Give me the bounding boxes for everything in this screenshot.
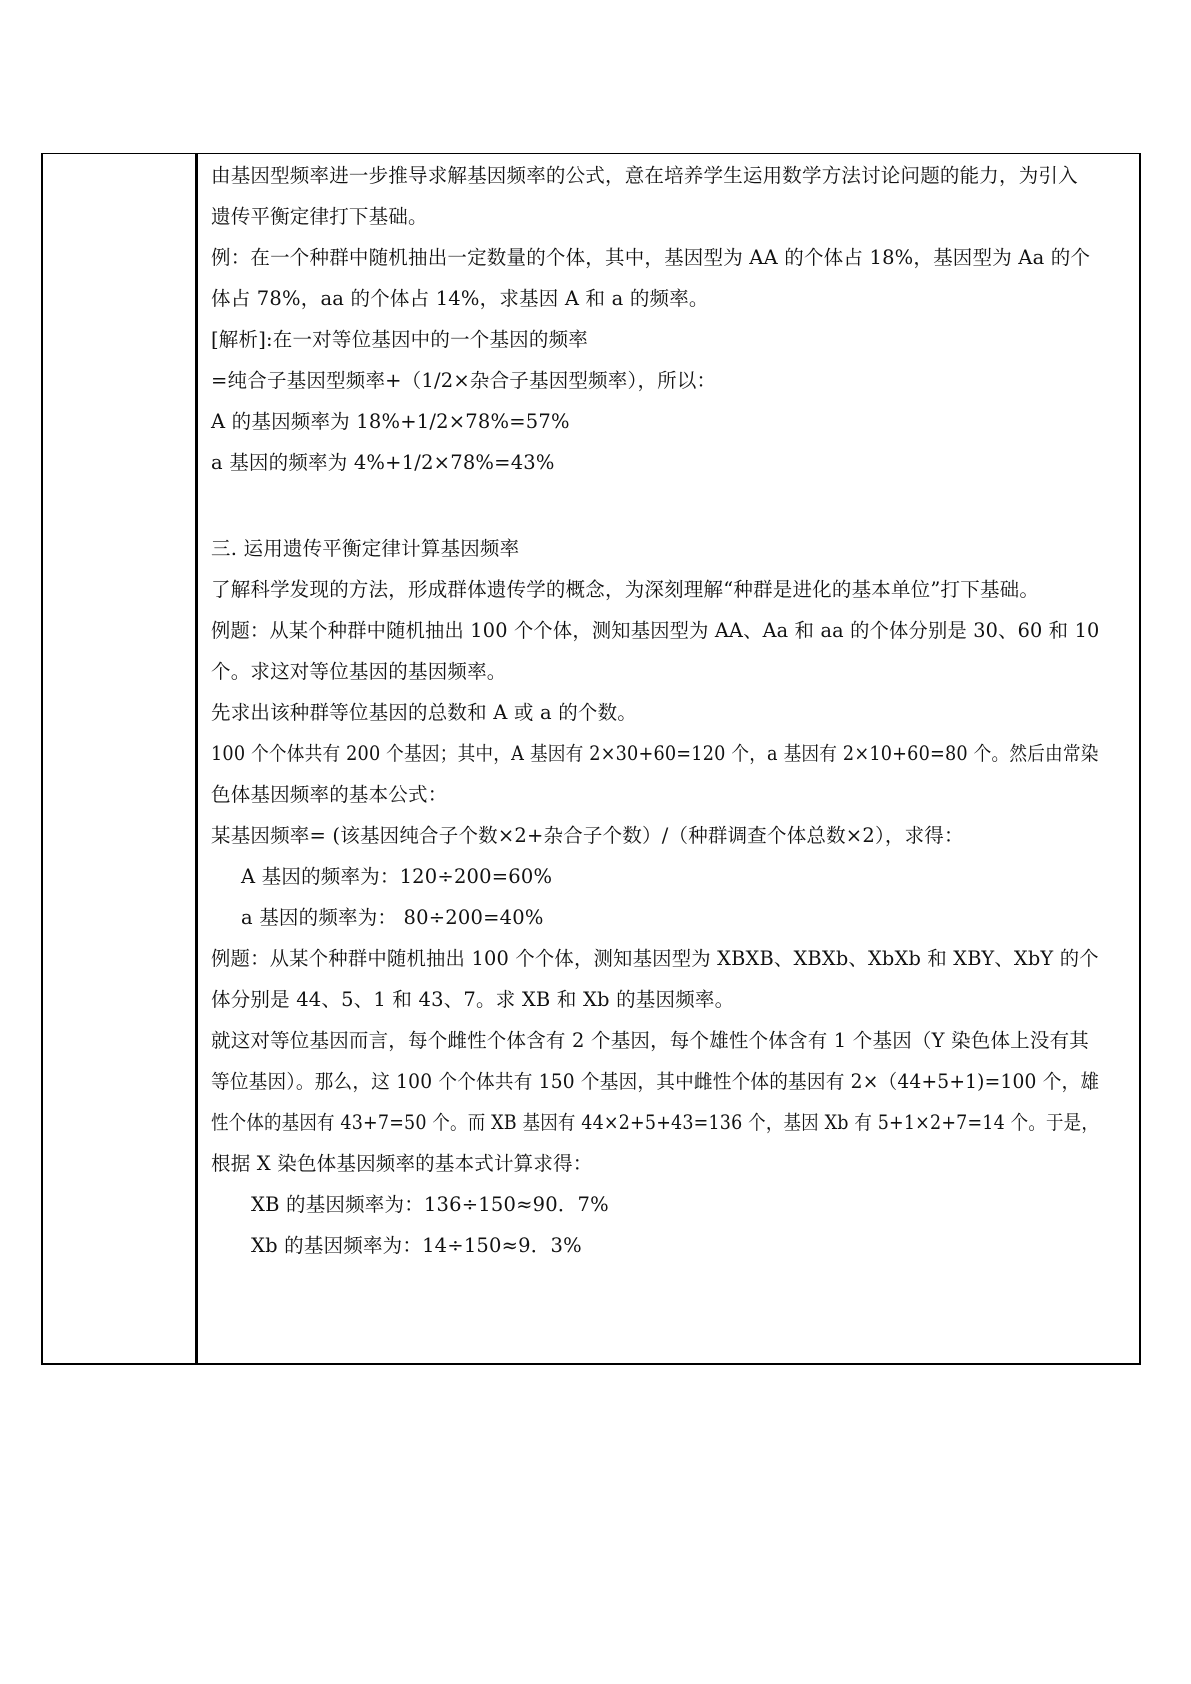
text-line: XB 的基因频率为：136÷150≈90．7% bbox=[251, 1193, 609, 1216]
text-line: 就这对等位基因而言，每个雌性个体含有 2 个基因，每个雄性个体含有 1 个基因（Y 染色体上没有其 bbox=[211, 1029, 1089, 1052]
text-line: 先求出该种群等位基因的总数和 A 或 a 的个数。 bbox=[211, 701, 638, 724]
text-line: 例：在一个种群中随机抽出一定数量的个体，其中，基因型为 AA 的个体占 18%，基因型为 Aa 的个 bbox=[211, 246, 1091, 269]
text-line: 根据 X 染色体基因频率的基本式计算求得： bbox=[211, 1152, 593, 1175]
text-line: a 基因的频率为： 80÷200=40% bbox=[241, 906, 544, 929]
content-cell bbox=[211, 154, 1131, 1363]
text-line: [解析]:在一对等位基因中的一个基因的频率 bbox=[211, 328, 588, 351]
table-frame bbox=[41, 153, 1141, 1365]
left-column-cell bbox=[43, 154, 198, 1363]
text-line: 100 个个体共有 200 个基因；其中，A 基因有 2×30+60=120 个，a 基因有 2×10+60=80 个。然后由常染 bbox=[211, 742, 1099, 765]
text-line: 性个体的基因有 43+7=50 个。而 XB 基因有 44×2+5+43=136 个，基因 Xb 有 5+1×2+7=14 个。于是， bbox=[211, 1111, 1100, 1134]
text-line: 由基因型频率进一步推导求解基因频率的公式，意在培养学生运用数学方法讨论问题的能力，为引入 bbox=[211, 164, 1078, 187]
text-line: 遗传平衡定律打下基础。 bbox=[211, 205, 428, 228]
text-line: 例题：从某个种群中随机抽出 100 个个体，测知基因型为 AA、Aa 和 aa 的个体分别是 30、60 和 10 bbox=[211, 619, 1100, 642]
text-line: 某基因频率= (该基因纯合子个数×2+杂合子个数）/（种群调查个体总数×2），求得： bbox=[211, 824, 964, 847]
text-line: 例题：从某个种群中随机抽出 100 个个体，测知基因型为 XBXB、XBXb、XbXb 和 XBY、XbY 的个 bbox=[211, 947, 1099, 970]
text-line: 等位基因）。那么，这 100 个个体共有 150 个基因，其中雌性个体的基因有 2×（44+5+1)=100 个，雄 bbox=[211, 1070, 1100, 1093]
text-line: A 基因的频率为：120÷200=60% bbox=[241, 865, 553, 888]
text-line: 了解科学发现的方法，形成群体遗传学的概念，为深刻理解“种群是进化的基本单位”打下基础。 bbox=[211, 578, 1040, 601]
text-line: =纯合子基因型频率+（1/2×杂合子基因型频率），所以： bbox=[211, 369, 717, 392]
text-line: 个。求这对等位基因的基因频率。 bbox=[211, 660, 507, 683]
text-line: A 的基因频率为 18%+1/2×78%=57% bbox=[211, 410, 570, 433]
text-line: 体分别是 44、5、1 和 43、7。求 XB 和 Xb 的基因频率。 bbox=[211, 988, 735, 1011]
text-line: 色体基因频率的基本公式： bbox=[211, 783, 448, 806]
text-line: a 基因的频率为 4%+1/2×78%=43% bbox=[211, 451, 555, 474]
section-heading: 三. 运用遗传平衡定律计算基因频率 bbox=[211, 537, 520, 560]
text-line: Xb 的基因频率为：14÷150≈9．3% bbox=[251, 1234, 582, 1257]
text-line: 体占 78%，aa 的个体占 14%，求基因 A 和 a 的频率。 bbox=[211, 287, 709, 310]
